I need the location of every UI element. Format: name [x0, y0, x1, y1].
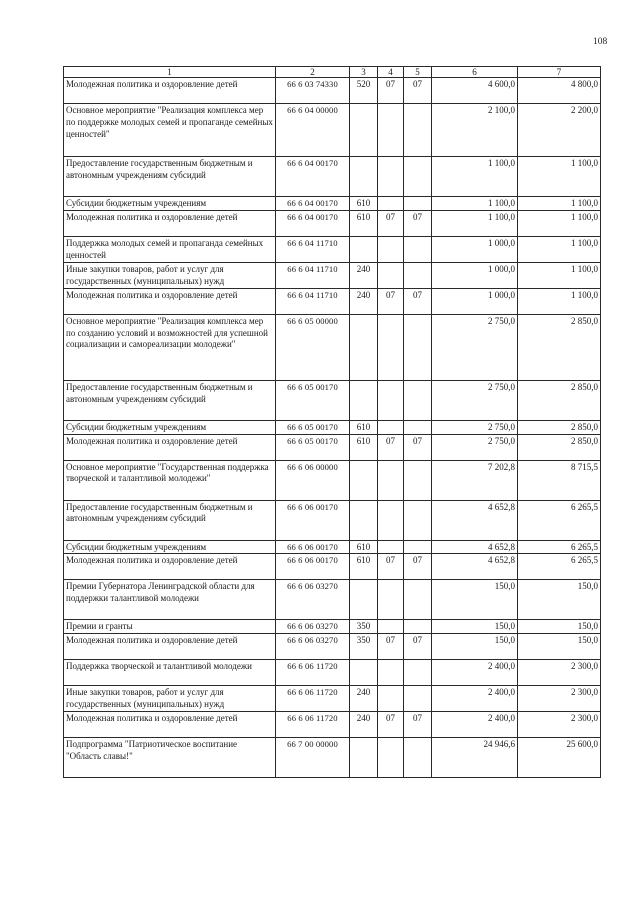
row-subsection: [404, 262, 432, 288]
table-row: [64, 157, 601, 197]
row-code: 66 6 06 00170: [276, 500, 350, 540]
row-name: Поддержка молодых семей и пропаганда семейных ценностей: [64, 236, 276, 262]
table-row: [64, 420, 601, 434]
row-amount-2: 2 850,0: [518, 420, 601, 434]
row-subsection: 07: [404, 78, 432, 104]
table-row: [64, 738, 601, 778]
row-section: [378, 580, 404, 620]
row-name: Основное мероприятие "Реализация комплекса мер по созданию условий и возможностей для успешной социализации и самореализации молодежи": [64, 314, 276, 380]
row-amount-2: 2 300,0: [518, 712, 601, 738]
row-name: Поддержка творческой и талантливой молодежи: [64, 660, 276, 686]
row-amount-1: 4 652,8: [432, 540, 518, 554]
row-expense-type: 240: [350, 288, 378, 314]
row-amount-1: 1 000,0: [432, 262, 518, 288]
table-row: [64, 580, 601, 620]
row-expense-type: [350, 104, 378, 157]
table-header-row: [64, 67, 601, 78]
row-subsection: [404, 460, 432, 500]
row-amount-1: 2 750,0: [432, 420, 518, 434]
row-expense-type: 240: [350, 262, 378, 288]
row-amount-1: 24 946,6: [432, 738, 518, 778]
row-code: 66 6 04 00170: [276, 210, 350, 236]
row-code: 66 6 05 00170: [276, 434, 350, 460]
table-row: [64, 288, 601, 314]
row-subsection: [404, 620, 432, 634]
row-code: 66 6 04 11710: [276, 288, 350, 314]
row-code: 66 6 06 03270: [276, 634, 350, 660]
table-row: [64, 236, 601, 262]
table-row: [64, 500, 601, 540]
row-name: Молодежная политика и оздоровление детей: [64, 288, 276, 314]
row-code: 66 6 06 11720: [276, 686, 350, 712]
row-name: Подпрограмма "Патриотическое воспитание "Область славы!": [64, 738, 276, 778]
row-expense-type: 610: [350, 540, 378, 554]
row-code: 66 6 04 11710: [276, 262, 350, 288]
row-amount-1: 1 100,0: [432, 157, 518, 197]
table-row: [64, 380, 601, 420]
header-col-7: 7: [518, 67, 601, 78]
row-name: Иные закупки товаров, работ и услуг для государственных (муниципальных) нужд: [64, 262, 276, 288]
row-subsection: [404, 500, 432, 540]
row-amount-2: 1 100,0: [518, 197, 601, 211]
row-name: Предоставление государственным бюджетным и автономным учреждениям субсидий: [64, 157, 276, 197]
row-code: 66 6 04 00170: [276, 197, 350, 211]
row-section: [378, 197, 404, 211]
row-code: 66 6 06 00170: [276, 554, 350, 580]
row-expense-type: 610: [350, 210, 378, 236]
row-section: [378, 540, 404, 554]
row-amount-1: 4 600,0: [432, 78, 518, 104]
row-code: 66 6 06 00000: [276, 460, 350, 500]
row-expense-type: [350, 500, 378, 540]
row-subsection: [404, 580, 432, 620]
row-name: Предоставление государственным бюджетным и автономным учреждениям субсидий: [64, 380, 276, 420]
row-name: Субсидии бюджетным учреждениям: [64, 420, 276, 434]
row-section: [378, 686, 404, 712]
row-subsection: [404, 380, 432, 420]
table-row: [64, 197, 601, 211]
header-col-3: 3: [350, 67, 378, 78]
row-expense-type: 520: [350, 78, 378, 104]
row-expense-type: 240: [350, 686, 378, 712]
row-section: [378, 420, 404, 434]
row-section: [378, 236, 404, 262]
row-subsection: [404, 157, 432, 197]
row-subsection: 07: [404, 288, 432, 314]
row-section: 07: [378, 554, 404, 580]
row-section: [378, 262, 404, 288]
page-number: 108: [593, 37, 608, 47]
row-subsection: [404, 738, 432, 778]
table-row: [64, 104, 601, 157]
row-subsection: [404, 660, 432, 686]
row-amount-2: 25 600,0: [518, 738, 601, 778]
budget-table: [63, 66, 601, 778]
row-section: [378, 157, 404, 197]
row-amount-2: 150,0: [518, 620, 601, 634]
row-amount-2: 1 100,0: [518, 157, 601, 197]
row-subsection: [404, 314, 432, 380]
row-name: Премии и гранты: [64, 620, 276, 634]
row-section: [378, 500, 404, 540]
row-name: Основное мероприятие "Государственная поддержка творческой и талантливой молодежи": [64, 460, 276, 500]
row-amount-1: 1 100,0: [432, 197, 518, 211]
row-amount-2: 2 300,0: [518, 660, 601, 686]
row-code: 66 6 05 00170: [276, 380, 350, 420]
table-row: [64, 634, 601, 660]
header-col-1: 1: [64, 67, 276, 78]
row-section: [378, 104, 404, 157]
row-expense-type: 240: [350, 712, 378, 738]
row-subsection: 07: [404, 634, 432, 660]
row-expense-type: 350: [350, 634, 378, 660]
table-row: [64, 460, 601, 500]
row-name: Иные закупки товаров, работ и услуг для государственных (муниципальных) нужд: [64, 686, 276, 712]
table-row: [64, 540, 601, 554]
row-amount-1: 2 750,0: [432, 380, 518, 420]
row-section: 07: [378, 288, 404, 314]
row-code: 66 6 06 03270: [276, 620, 350, 634]
row-expense-type: 610: [350, 420, 378, 434]
row-subsection: [404, 197, 432, 211]
row-section: [378, 460, 404, 500]
row-subsection: 07: [404, 712, 432, 738]
row-expense-type: [350, 236, 378, 262]
row-name: Субсидии бюджетным учреждениям: [64, 197, 276, 211]
row-amount-2: 6 265,5: [518, 554, 601, 580]
row-section: 07: [378, 210, 404, 236]
row-amount-2: 6 265,5: [518, 540, 601, 554]
row-section: 07: [378, 634, 404, 660]
row-code: 66 6 05 00000: [276, 314, 350, 380]
row-name: Предоставление государственным бюджетным и автономным учреждениям субсидий: [64, 500, 276, 540]
row-amount-2: 2 850,0: [518, 434, 601, 460]
table-body: [64, 78, 601, 778]
row-expense-type: 610: [350, 434, 378, 460]
row-amount-1: 2 750,0: [432, 434, 518, 460]
row-expense-type: [350, 580, 378, 620]
row-name: Молодежная политика и оздоровление детей: [64, 210, 276, 236]
row-subsection: [404, 686, 432, 712]
row-expense-type: [350, 660, 378, 686]
row-subsection: [404, 420, 432, 434]
table-row: [64, 262, 601, 288]
row-amount-2: 1 100,0: [518, 288, 601, 314]
row-amount-1: 150,0: [432, 580, 518, 620]
row-name: Молодежная политика и оздоровление детей: [64, 712, 276, 738]
table-row: [64, 314, 601, 380]
table-row: [64, 434, 601, 460]
table-row: [64, 620, 601, 634]
row-amount-2: 6 265,5: [518, 500, 601, 540]
row-name: Основное мероприятие "Реализация комплекса мер по поддержке молодых семей и пропаганде семейных ценностей": [64, 104, 276, 157]
row-section: [378, 380, 404, 420]
row-name: Молодежная политика и оздоровление детей: [64, 78, 276, 104]
row-code: 66 6 06 03270: [276, 580, 350, 620]
row-name: Молодежная политика и оздоровление детей: [64, 434, 276, 460]
table-row: [64, 78, 601, 104]
row-section: [378, 620, 404, 634]
row-amount-1: 2 400,0: [432, 686, 518, 712]
table-row: [64, 660, 601, 686]
table-row: [64, 210, 601, 236]
row-name: Молодежная политика и оздоровление детей: [64, 554, 276, 580]
row-section: [378, 314, 404, 380]
row-code: 66 6 06 11720: [276, 712, 350, 738]
header-col-4: 4: [378, 67, 404, 78]
row-amount-1: 4 652,8: [432, 554, 518, 580]
row-expense-type: [350, 157, 378, 197]
row-code: 66 7 00 00000: [276, 738, 350, 778]
row-section: [378, 660, 404, 686]
table-row: [64, 554, 601, 580]
row-subsection: 07: [404, 554, 432, 580]
row-amount-1: 4 652,8: [432, 500, 518, 540]
row-expense-type: [350, 314, 378, 380]
row-name: Субсидии бюджетным учреждениям: [64, 540, 276, 554]
row-amount-1: 1 100,0: [432, 210, 518, 236]
row-amount-1: 2 750,0: [432, 314, 518, 380]
row-amount-1: 150,0: [432, 634, 518, 660]
row-expense-type: 610: [350, 197, 378, 211]
row-amount-1: 2 400,0: [432, 660, 518, 686]
row-expense-type: [350, 738, 378, 778]
row-amount-2: 1 100,0: [518, 210, 601, 236]
row-amount-1: 7 202,8: [432, 460, 518, 500]
row-code: 66 6 04 11710: [276, 236, 350, 262]
row-expense-type: 350: [350, 620, 378, 634]
row-code: 66 6 05 00170: [276, 420, 350, 434]
row-amount-1: 2 400,0: [432, 712, 518, 738]
row-code: 66 6 06 11720: [276, 660, 350, 686]
row-code: 66 6 06 00170: [276, 540, 350, 554]
row-amount-1: 1 000,0: [432, 236, 518, 262]
row-subsection: 07: [404, 434, 432, 460]
header-col-2: 2: [276, 67, 350, 78]
row-subsection: [404, 104, 432, 157]
row-name: Премии Губернатора Ленинградской области для поддержки талантливой молодежи: [64, 580, 276, 620]
row-amount-2: 2 850,0: [518, 380, 601, 420]
row-expense-type: [350, 460, 378, 500]
row-code: 66 6 04 00170: [276, 157, 350, 197]
row-amount-2: 150,0: [518, 634, 601, 660]
header-col-5: 5: [404, 67, 432, 78]
row-amount-2: 1 100,0: [518, 262, 601, 288]
row-amount-2: 4 800,0: [518, 78, 601, 104]
row-subsection: 07: [404, 210, 432, 236]
row-subsection: [404, 236, 432, 262]
row-amount-1: 150,0: [432, 620, 518, 634]
row-section: 07: [378, 434, 404, 460]
row-section: [378, 738, 404, 778]
row-amount-2: 150,0: [518, 580, 601, 620]
row-code: 66 6 04 00000: [276, 104, 350, 157]
row-subsection: [404, 540, 432, 554]
table-row: [64, 712, 601, 738]
row-expense-type: 610: [350, 554, 378, 580]
row-amount-2: 1 100,0: [518, 236, 601, 262]
row-amount-1: 2 100,0: [432, 104, 518, 157]
row-amount-2: 2 300,0: [518, 686, 601, 712]
row-name: Молодежная политика и оздоровление детей: [64, 634, 276, 660]
table-row: [64, 686, 601, 712]
row-section: 07: [378, 712, 404, 738]
row-section: 07: [378, 78, 404, 104]
row-amount-2: 2 200,0: [518, 104, 601, 157]
row-amount-2: 2 850,0: [518, 314, 601, 380]
row-expense-type: [350, 380, 378, 420]
row-amount-2: 8 715,5: [518, 460, 601, 500]
row-amount-1: 1 000,0: [432, 288, 518, 314]
header-col-6: 6: [432, 67, 518, 78]
row-code: 66 6 03 74330: [276, 78, 350, 104]
